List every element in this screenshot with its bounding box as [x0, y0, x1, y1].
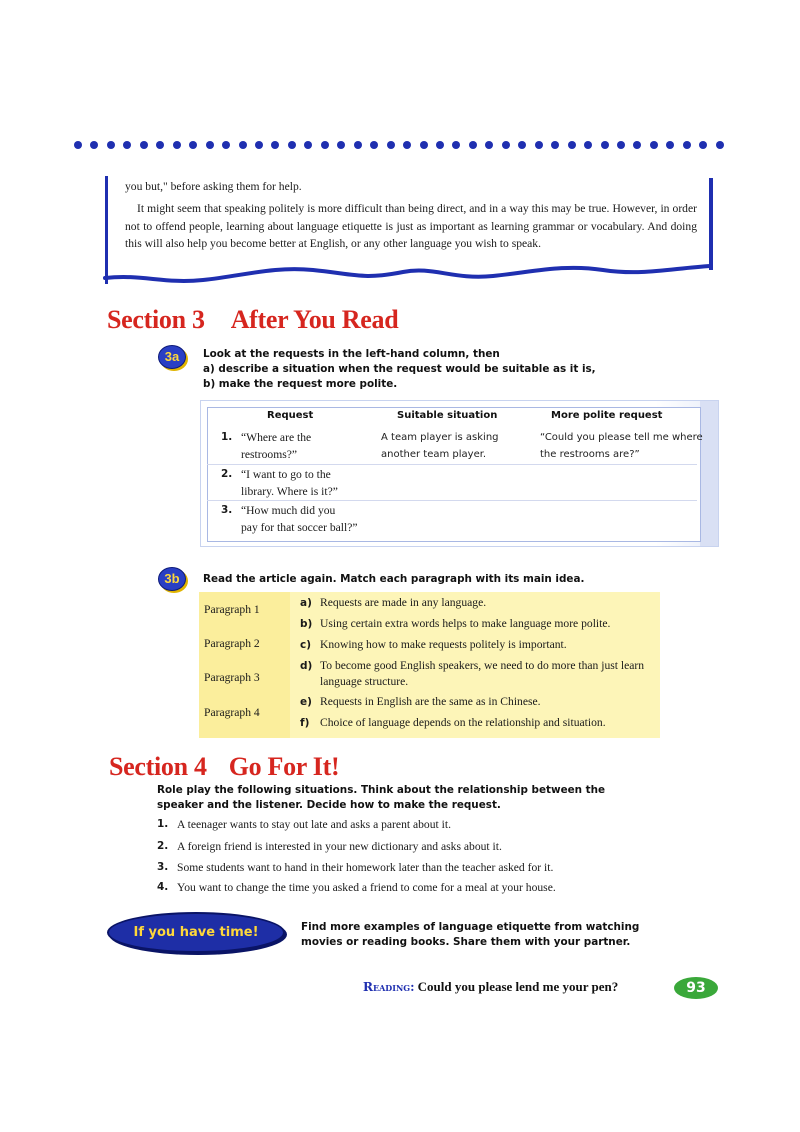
paragraph-label: Paragraph 1 [204, 603, 260, 616]
instruction-line: b) make the request more polite. [203, 378, 398, 390]
instruction-line: speaker and the listener. Decide how to make the request. [157, 799, 501, 811]
row-number: 3. [221, 504, 233, 516]
column-header-request: Request [267, 410, 314, 421]
section4-heading [109, 752, 339, 782]
article-continuation [103, 176, 713, 286]
instruction-line: Look at the requests in the left-hand column, then [203, 348, 500, 360]
situation-text: another team player. [381, 449, 487, 460]
idea-letter: b) [300, 618, 313, 630]
item-text: A foreign friend is interested in your new dictionary and asks about it. [177, 840, 502, 853]
instruction-line: a) describe a situation when the request would be suitable as it is, [203, 363, 596, 375]
wavy-border [103, 260, 715, 286]
polite-text: the restrooms are?” [540, 449, 640, 460]
idea-letter: f) [300, 717, 310, 729]
idea-letter: e) [300, 696, 312, 708]
item-number: 4. [157, 881, 169, 893]
idea-letter: c) [300, 639, 312, 651]
row-number: 2. [221, 468, 233, 480]
situation-text: A team player is asking [381, 432, 499, 443]
column-header-polite: More polite request [551, 410, 663, 421]
paragraph-label: Paragraph 2 [204, 637, 260, 650]
section3-heading [107, 305, 398, 335]
item-number: 2. [157, 840, 169, 852]
list-item [157, 840, 502, 853]
row-divider [207, 464, 697, 465]
request-text: pay for that soccer ball?” [241, 521, 358, 534]
if-you-have-time-badge: If you have time! [107, 912, 285, 953]
instruction-line: Find more examples of language etiquette from watching [301, 921, 640, 933]
idea-text: Knowing how to make requests politely is important. [320, 638, 567, 651]
idea-text: Requests in English are the same as in Chinese. [320, 695, 541, 708]
list-item [157, 881, 556, 894]
polite-request-cell [540, 429, 703, 463]
column-header-situation: Suitable situation [397, 410, 498, 421]
dotted-divider [74, 138, 724, 152]
idea-text: Choice of language depends on the relationship and situation. [320, 716, 606, 729]
footer-title: Could you please lend me your pen? [417, 979, 619, 994]
idea-text: To become good English speakers, we need to do more than just learn language structure. [320, 659, 645, 688]
item-number: 3. [157, 861, 169, 873]
section4-number: Section 4 [109, 752, 207, 781]
polite-text: “Could you please tell me where [540, 432, 703, 443]
activity-3a-badge: 3a [158, 345, 186, 369]
idea-text: Requests are made in any language. [320, 596, 487, 609]
row-number: 1. [221, 431, 233, 443]
paragraph-label: Paragraph 4 [204, 706, 260, 719]
article-paragraph: It might seem that speaking politely is more difficult than being direct, and in a way this may be true. However, in order not to offend people, learning about language etiquette is just as important as learning grammar or vocabulary. And doing this will also help you become better at English, or any other language you wish to speak. [125, 202, 697, 251]
idea-letter: a) [300, 597, 312, 609]
idea-letter: d) [300, 660, 313, 672]
activity-3b-badge: 3b [158, 567, 186, 591]
instruction-line: movies or reading books. Share them with your partner. [301, 936, 631, 948]
table-row [221, 466, 338, 500]
paragraph-label: Paragraph 3 [204, 671, 260, 684]
section4-title: Go For It! [228, 752, 340, 781]
request-text: restrooms?” [241, 448, 298, 461]
request-text: “Where are the [241, 431, 312, 444]
page-number: 93 [674, 977, 718, 999]
list-item [157, 861, 554, 874]
page-footer [363, 979, 618, 995]
table-row [221, 502, 358, 536]
request-text: “I want to go to the [241, 468, 331, 481]
item-text: Some students want to hand in their homework later than the teacher asked for it. [177, 861, 554, 874]
request-text: library. Where is it?” [241, 485, 338, 498]
article-line: you but," before asking them for help. [125, 180, 302, 193]
section4-instructions [157, 783, 605, 813]
situation-cell [381, 429, 499, 463]
activity-3b-instructions: Read the article again. Match each paragraph with its main idea. [203, 573, 585, 585]
section3-title: After You Read [230, 305, 399, 334]
item-number: 1. [157, 818, 169, 830]
activity-3a-instructions [203, 347, 596, 392]
item-text: A teenager wants to stay out late and asks a parent about it. [177, 818, 451, 831]
list-item [157, 818, 451, 831]
idea-text: Using certain extra words helps to make language more polite. [320, 617, 611, 630]
row-divider [207, 500, 697, 501]
item-text: You want to change the time you asked a friend to come for a meal at your house. [177, 881, 556, 894]
footer-label: Reading: [363, 980, 415, 994]
article-right-border [709, 178, 713, 270]
instruction-line: Role play the following situations. Think about the relationship between the [157, 784, 606, 796]
request-text: “How much did you [241, 504, 336, 517]
section3-number: Section 3 [107, 305, 205, 334]
table-row [221, 429, 312, 463]
extra-instructions [301, 920, 639, 950]
